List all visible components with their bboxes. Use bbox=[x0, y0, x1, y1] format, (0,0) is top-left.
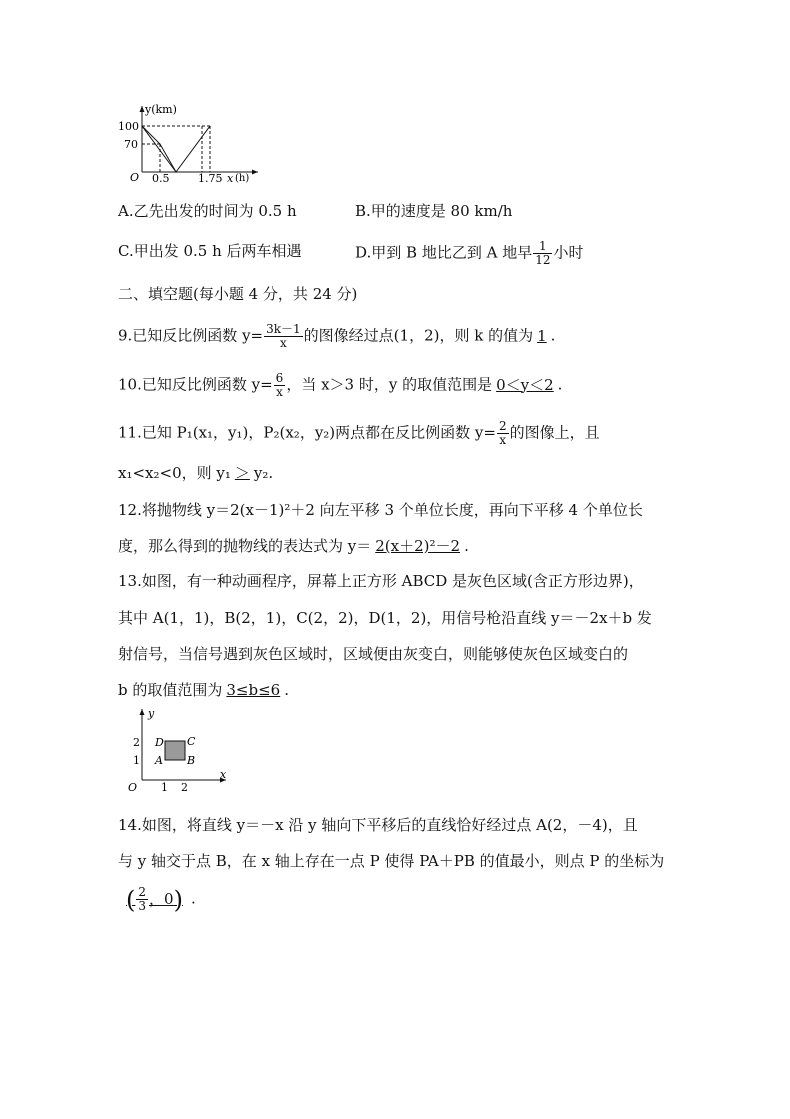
tick-70: 70 bbox=[124, 138, 138, 151]
q11-fraction bbox=[497, 420, 509, 447]
q11-line2-prefix: x₁<x₂<0，则 y₁ bbox=[118, 464, 231, 482]
q12-answer: 2(x＋2)²－2 bbox=[375, 537, 461, 555]
q10-mid: ，当 x＞3 时，y 的取值范围是 bbox=[286, 375, 493, 394]
y-axis-arrow bbox=[140, 709, 145, 715]
tick-y1: 1 bbox=[133, 754, 140, 767]
question-12-line1: 12.将抛物线 y＝2(x－1)²＋2 向左平移 3 个单位长度，再向下平移 4 个单位长 bbox=[118, 501, 643, 519]
frac-den: x bbox=[280, 336, 287, 350]
label-B: B bbox=[187, 754, 196, 767]
q13-prefix: b 的取值范围为 bbox=[118, 681, 223, 699]
q13-end: . bbox=[284, 681, 289, 699]
label-D: D bbox=[155, 736, 164, 749]
x-axis-arrow bbox=[252, 170, 258, 175]
q11-suffix: 的图像上，且 bbox=[509, 423, 600, 442]
q9-answer: 1 bbox=[537, 326, 547, 345]
option-a: A.乙先出发的时间为 0.5 h bbox=[118, 202, 297, 220]
q9-fraction bbox=[264, 323, 303, 350]
frac-den: x bbox=[276, 385, 283, 399]
y-label: y(km) bbox=[145, 103, 177, 116]
question-13-line3: 射信号，当信号遇到灰色区域时，区域便由灰变白，则能够使灰色区域变白的 bbox=[118, 645, 629, 663]
q12-prefix: 度，那么得到的抛物线的表达式为 y＝ bbox=[118, 537, 372, 555]
q14-answer: ( $\frac{2}{3}$ ，0) bbox=[126, 885, 183, 914]
q14-fraction bbox=[136, 886, 148, 913]
q14-zero: 0 bbox=[164, 889, 174, 908]
question-14-answer bbox=[118, 886, 196, 913]
section-heading: 二、填空题(每小题 4 分，共 24 分) bbox=[118, 285, 358, 303]
option-d bbox=[355, 240, 584, 267]
label-A: A bbox=[155, 754, 163, 767]
distance-time-graph bbox=[118, 100, 268, 185]
question-14-line2: 与 y 轴交于点 B，在 x 轴上存在一点 P 使得 PA＋PB 的值最小，则点 P 的坐标为 bbox=[118, 852, 665, 870]
tick-y2: 2 bbox=[133, 736, 140, 749]
option-d-suffix: 小时 bbox=[553, 243, 584, 262]
question-11-line2 bbox=[118, 462, 273, 484]
q9-prefix: 9.已知反比例函数 y= bbox=[118, 326, 264, 345]
label-C: C bbox=[187, 735, 196, 748]
frac-num: 2 bbox=[498, 419, 507, 433]
q9-end: . bbox=[550, 326, 556, 345]
option-d-fraction bbox=[533, 240, 552, 267]
y-label: y bbox=[148, 707, 155, 720]
frac-den: 3 bbox=[138, 899, 147, 913]
question-10 bbox=[118, 372, 562, 399]
question-11-line1 bbox=[118, 420, 600, 447]
frac-num: 2 bbox=[138, 885, 147, 899]
x-label: x bbox=[227, 172, 234, 185]
tick-x1: 1 bbox=[161, 781, 168, 794]
question-12-line2 bbox=[118, 535, 469, 557]
tick-x2: 2 bbox=[181, 781, 188, 794]
origin: O bbox=[130, 171, 140, 184]
question-9 bbox=[118, 323, 555, 350]
q11-line2-suffix: y₂. bbox=[253, 464, 274, 482]
frac-den: 12 bbox=[535, 253, 551, 267]
q9-mid: 的图像经过点(1，2)，则 k 的值为 bbox=[303, 326, 534, 345]
frac-num: 6 bbox=[275, 371, 284, 385]
q10-end: . bbox=[557, 375, 563, 394]
frac-num: 1 bbox=[533, 240, 552, 254]
q10-fraction bbox=[274, 372, 286, 399]
tick-05: 0.5 bbox=[152, 172, 170, 185]
q14-end: . bbox=[190, 889, 196, 908]
graph-line-2 bbox=[142, 126, 176, 172]
q11-prefix: 11.已知 P₁(x₁，y₁)，P₂(x₂，y₂)两点都在反比例函数 y= bbox=[118, 423, 496, 442]
question-13-line2: 其中 A(1，1)，B(2，1)，C(2，2)，D(1，2)，用信号枪沿直线 y＝－2x＋b 发 bbox=[118, 609, 652, 627]
q10-prefix: 10.已知反比例函数 y= bbox=[118, 375, 273, 394]
frac-den: x bbox=[499, 433, 507, 447]
graph-line bbox=[142, 126, 210, 172]
tick-175: 1.75 bbox=[198, 172, 223, 185]
question-13-line1: 13.如图，有一种动画程序，屏幕上正方形 ABCD 是灰色区域(含正方形边界)， bbox=[118, 572, 644, 590]
option-b: B.甲的速度是 80 km/h bbox=[355, 202, 513, 220]
y-axis-arrow bbox=[140, 106, 145, 112]
option-d-prefix: D.甲到 B 地比乙到 A 地早 bbox=[355, 243, 533, 262]
tick-100: 100 bbox=[118, 120, 139, 133]
option-c: C.甲出发 0.5 h 后两车相遇 bbox=[118, 242, 302, 260]
x-unit: (h) bbox=[235, 173, 250, 184]
q12-end: . bbox=[464, 537, 469, 555]
q10-answer: 0＜y＜2 bbox=[496, 375, 554, 394]
origin: O bbox=[128, 781, 138, 794]
frac-num: 3k－1 bbox=[266, 322, 301, 336]
question-13-line4 bbox=[118, 679, 289, 701]
q14-sep: ， bbox=[149, 889, 165, 908]
question-14-line1: 14.如图，将直线 y＝－x 沿 y 轴向下平移后的直线恰好经过点 A(2，－4)，且 bbox=[118, 816, 638, 834]
q13-answer: 3≤b≤6 bbox=[226, 681, 281, 699]
gray-square bbox=[165, 741, 185, 760]
x-label: x bbox=[220, 768, 227, 781]
q11-answer: ＞ bbox=[234, 464, 250, 482]
square-graph bbox=[118, 705, 233, 797]
